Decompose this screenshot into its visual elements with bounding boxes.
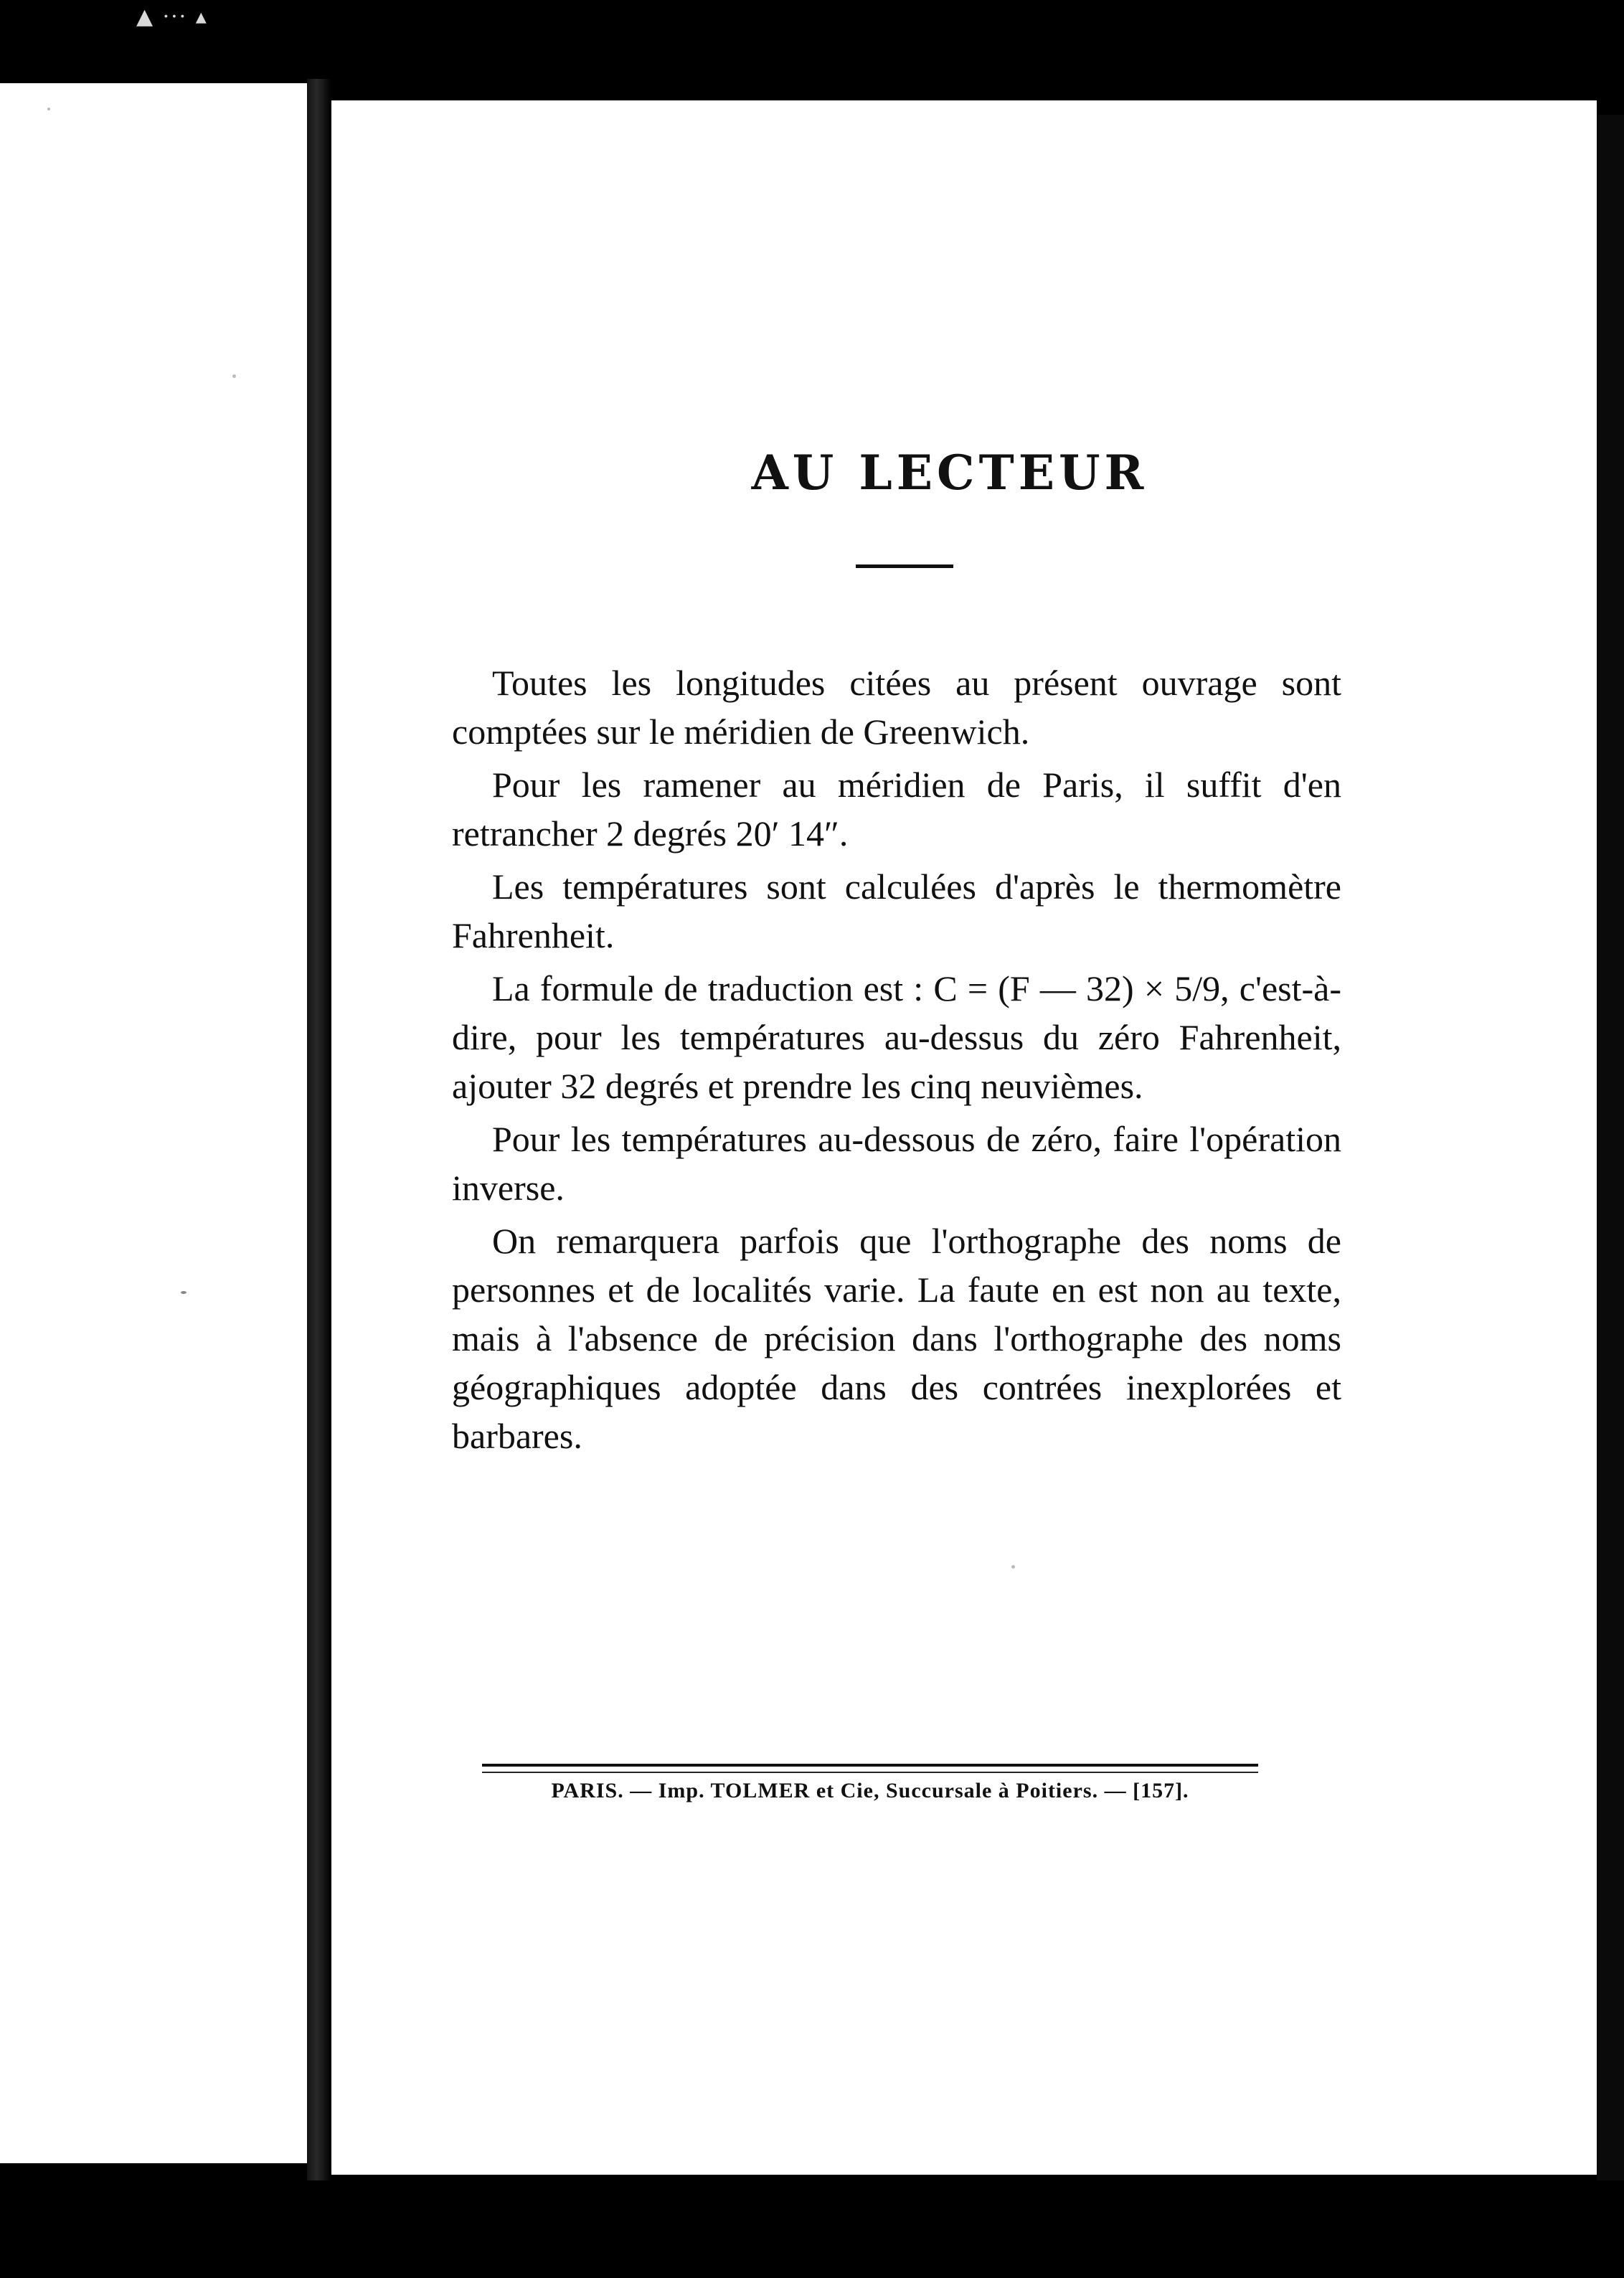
paragraph: La formule de traduction est : C = (F — 32) × 5/9, c'est-à-dire, pour les températures au-dessus du zéro Fahrenheit, ajouter 32 degrés et prendre les cinq neuvièmes. <box>452 968 1341 1106</box>
paragraph: Pour les ramener au méridien de Paris, il suffit d'en retrancher 2 degrés 20′ 14″. <box>452 765 1341 854</box>
scan-speck <box>232 374 236 378</box>
printer-imprint: PARIS. — Imp. TOLMER et Cie, Succursale à Poitiers. — [157]. <box>551 1779 1189 1802</box>
title-rule <box>856 564 953 568</box>
scan-speck <box>47 108 50 110</box>
paragraph: Pour les températures au-dessous de zéro, faire l'opération inverse. <box>452 1119 1341 1208</box>
book-spine <box>307 79 331 2180</box>
paragraph: Toutes les longitudes citées au présent ouvrage sont comptées sur le méridien de Greenwich. <box>452 663 1341 752</box>
page-title: AU LECTEUR <box>751 445 1148 501</box>
scan-smudge: ▲ ··· ▴ <box>136 4 208 29</box>
preface-text <box>452 658 1341 1465</box>
left-page <box>0 83 307 2163</box>
scan-speck <box>1011 1565 1015 1569</box>
scan-speck <box>181 1291 187 1294</box>
page-edge-shadow <box>1597 115 1624 2180</box>
paragraph: Les températures sont calculées d'après le thermomètre Fahrenheit. <box>452 866 1341 955</box>
paragraph: On remarquera parfois que l'orthographe des noms de personnes et de localités varie. La faute en est non au texte, mais à l'absence de précision dans l'orthographe des noms géographiques adoptée dans des contrées inexplorées et barbares. <box>452 1221 1341 1456</box>
footer-rule <box>482 1764 1258 1773</box>
